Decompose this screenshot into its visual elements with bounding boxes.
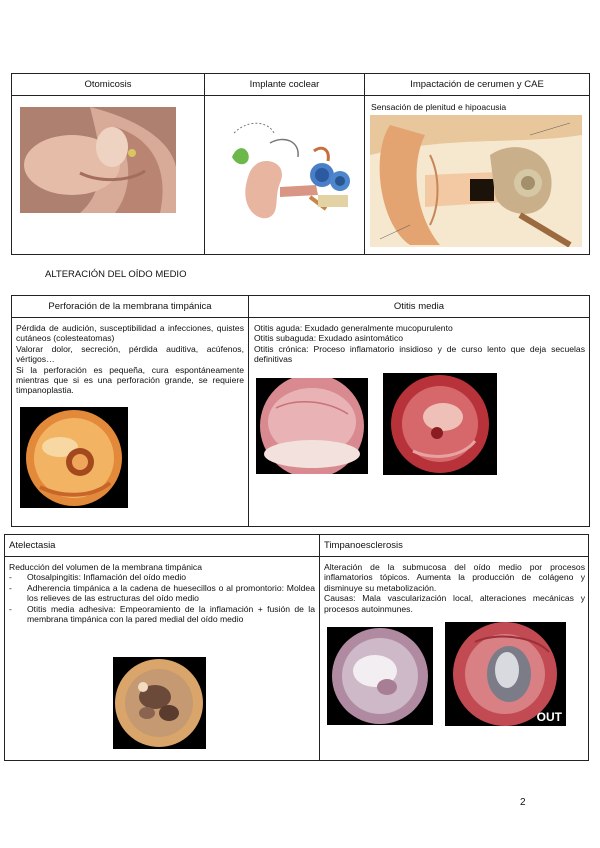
atelectasia-list — [9, 572, 315, 624]
timpano-p1: Alteración de la submucosa del oído medio por procesos inflamatorios tópicos. Aumenta la producción de colágeno y disminuye su metabolización. — [324, 562, 585, 593]
perforacion-text — [16, 323, 244, 396]
header-otitis-media: Otitis media — [249, 296, 590, 318]
otitis-otoscopy-photo-1 — [256, 378, 368, 474]
atelectasia-text — [9, 562, 315, 624]
header-implante-coclear: Implante coclear — [205, 74, 365, 96]
otitis-subaguda: Otitis subaguda: Exudado asintomático — [254, 333, 404, 344]
header-atelectasia: Atelectasia — [5, 535, 320, 557]
otitis-cronica: Otitis crónica: Proceso inflamatorio insidioso y de curso lento que deja secuelas definitivas — [254, 343, 585, 365]
list-item: - Otosalpingitis: Inflamación del oído medio — [9, 572, 315, 582]
timpanoesclerosis-photo-1 — [327, 627, 433, 725]
header-perforacion: Perforación de la membrana timpánica — [12, 296, 249, 318]
cerumen-caption: Sensación de plenitud e hipoacusia — [371, 102, 507, 112]
perforacion-otoscopy-photo — [20, 407, 128, 508]
perforacion-p3: Si la perforación es pequeña, cura espontáneamente mientras que si es una perforación grande, se requiere timpanoplastia. — [16, 364, 244, 396]
otitis-aguda: Otitis aguda: Exudado generalmente mucopurulento — [254, 323, 453, 333]
perforacion-p2: Valorar dolor, secreción, pérdida auditiva, acúfenos, vértigos… — [16, 343, 244, 365]
section-title: ALTERACIÓN DEL OÍDO MEDIO — [45, 269, 187, 280]
perforacion-p1: Pérdida de audición, susceptibilidad a infecciones, quistes cutáneos (colesteatomas) — [16, 323, 244, 344]
otomicosis-photo — [20, 107, 176, 213]
timpanoesclerosis-text — [324, 562, 585, 614]
cerumen-anatomy-illustration — [370, 115, 582, 247]
header-cerumen: Impactación de cerumen y CAE — [365, 74, 590, 96]
timpanoesclerosis-photo-2 — [445, 622, 566, 726]
list-item: - Otitis media adhesiva: Empeoramiento de la inflamación + fusión de la membrana timpánica con la pared medial del oído medio — [9, 604, 315, 625]
otitis-text — [254, 323, 585, 365]
atelectasia-otoscopy-photo — [113, 657, 206, 749]
header-timpanoesclerosis: Timpanoesclerosis — [320, 535, 589, 557]
page-number: 2 — [520, 797, 526, 808]
otitis-otoscopy-photo-2 — [383, 373, 497, 475]
timpano-p2: Causas: Mala vascularización local, alteraciones mecánicas y procesos autoinmunes. — [324, 593, 585, 614]
atelectasia-intro: Reducción del volumen de la membrana timpánica — [9, 562, 202, 572]
header-otomicosis: Otomicosis — [12, 74, 205, 96]
implante-coclear-illustration — [218, 117, 358, 229]
out-label: OUT — [536, 710, 562, 724]
list-item: - Adherencia timpánica a la cadena de huesecillos o al promontorio: Moldea los relieves de las estructuras del oído medio — [9, 583, 315, 604]
